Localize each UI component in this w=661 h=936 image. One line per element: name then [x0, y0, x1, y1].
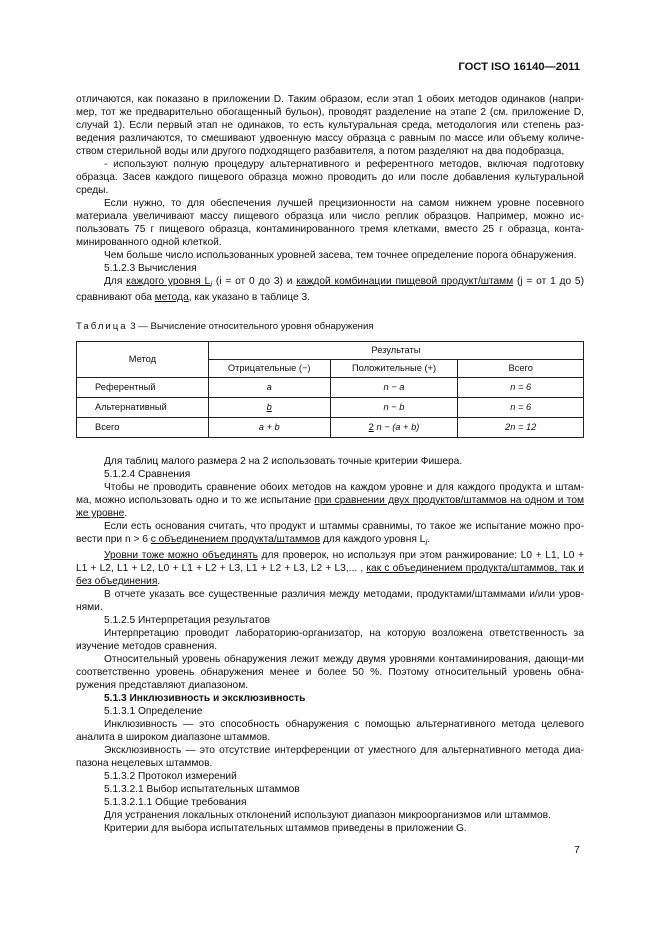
underlined-phrase: с объединением продукта/штаммов — [150, 534, 321, 546]
cell-negative: b — [208, 398, 330, 418]
paragraph: Инклюзивность — это способность обнаружения с помощью альтернативного метода целевого аналита в широком диапазоне штаммов. — [76, 719, 584, 744]
underlined-phrase: метода — [154, 292, 189, 304]
table-row — [77, 418, 584, 438]
paragraph: В отчете указать все существенные различия между методами, продуктами/штаммами и/или уров-нями. — [76, 589, 584, 614]
paragraph: Чтобы не проводить сравнение обоих методов на каждом уровне и для каждого продукта и штам-ма, можно использовать одно и то же испытание при сравнении двух продуктов/штаммов на одном и том же уровне. — [76, 482, 584, 520]
paragraph: Если нужно, то для обеспечения лучшей прецизионности на самом нижнем уровне посевного материала увеличивают массу пищевого образца или число реплик образцов. Например, можно ис-пользовать 75 г пищевого образца, контаминированного тремя клетками, вместо 25 г образца, конта-минированного одной клеткой. — [76, 198, 584, 248]
paragraph: Интерпретацию проводит лабораторию-организатор, на которую возложена ответственность за изучение методов сравнения. — [76, 628, 584, 653]
paragraph: Для таблиц малого размера 2 на 2 использовать точные критерии Фишера. — [104, 456, 463, 468]
paragraph: Уровни тоже можно объединять для проверок, но используя при этом ранжирование: L0 + L1, L0 + L1 + L2, L1 + L2, L0 + L1 + L2 + L3, L1 + L2 + L3, L2 + L3,... , как с объединением продукта/штаммов, так и без объединения. — [76, 550, 584, 588]
table-row — [77, 378, 584, 398]
underlined-phrase: каждого уровня $L_i$ — [126, 276, 213, 290]
cell-total: 2n = 12 — [458, 418, 584, 438]
cell-positive: n − b — [330, 398, 458, 418]
header-total: Всего — [458, 360, 584, 378]
section-heading-5-1-3: 5.1.3 Инклюзивность и эксклюзивность — [104, 693, 306, 705]
table-row — [77, 398, 584, 418]
header-negative: Отрицательные (−) — [208, 360, 330, 378]
header-positive: Положительные (+) — [330, 360, 458, 378]
section-heading-5-1-3-2: 5.1.3.2 Протокол измерений — [104, 771, 237, 783]
page-body — [76, 93, 584, 835]
underlined-phrase: каждой комбинации пищевой продукт/штамм — [296, 276, 514, 287]
cell-positive: n − a — [330, 378, 458, 398]
page-number: 7 — [574, 844, 580, 856]
section-heading-5-1-3-1: 5.1.3.1 Определение — [104, 706, 203, 718]
cell-positive: 2 n − (a + b) — [330, 418, 458, 438]
cell-method: Референтный — [77, 378, 209, 398]
cell-total: n = 6 — [458, 378, 584, 398]
section-heading-5-1-2-4: 5.1.2.4 Сравнения — [104, 469, 191, 481]
underlined-phrase: при сравнении двух продуктов/штаммов на одном и том же уровне — [76, 495, 584, 520]
section-heading-5-1-3-2-1: 5.1.3.2.1 Выбор испытательных штаммов — [104, 784, 300, 796]
paragraph: Эксклюзивность — это отсутствие интерференции от уместного для альтернативного метода диа-пазона нецелевых штаммов. — [76, 745, 584, 770]
underlined-phrase: как с объединением продукта/штаммов, так и без объединения — [76, 563, 584, 588]
paragraph: Критерии для выбора испытательных штаммов приведены в приложении G. — [104, 823, 467, 835]
cell-method: Всего — [77, 418, 209, 438]
paragraph: отличаются, как показано в приложении D. Таким образом, если этап 1 обоих методов одинаков (напри-мер, тот же предварительно обогащенный бульон), проводят разделение на этапе 2 (см. приложение D, случай 1). Если первый этап не одинаков, то есть культуральная среда, методология или степень раз-ведения различаются, то смешивают удвоенную массу образца с равным по массе или объему количе-ством стерильной воды или другого подходящего разбавителя, а потом разделяют на два подобразца, — [76, 94, 584, 157]
paragraph: Если есть основания считать, что продукт и штаммы сравнимы, то такое же испытание можно про-вести при n > 6 с объединением продукта/штаммов для каждого уровня $L_i$. — [76, 521, 584, 548]
cell-negative: a — [208, 378, 330, 398]
cell-negative: a + b — [208, 418, 330, 438]
document-code: ГОСТ ISO 16140—2011 — [458, 61, 580, 73]
section-heading-5-1-2-5: 5.1.2.5 Интерпретация результатов — [104, 615, 271, 627]
header-results: Результаты — [208, 342, 583, 360]
cell-total: n = 6 — [458, 398, 584, 418]
paragraph: Чем больше число использованных уровней засева, тем точнее определение порога обнаружения. — [104, 250, 577, 261]
section-heading-5-1-3-2-1-1: 5.1.3.2.1.1 Общие требования — [104, 797, 247, 809]
paragraph: Для устранения локальных отклонений используют диапазон микроорганизмов или штаммов. — [104, 810, 551, 822]
detection-level-table — [76, 341, 584, 438]
paragraph: - используют полную процедуру альтернативного и референтного методов, включая подготовку образца. Засев каждого пищевого образца можно проводить до или после добавления культуральной среды. — [76, 159, 584, 196]
underlined-phrase: Уровни тоже можно объединять — [104, 550, 258, 562]
paragraph: Относительный уровень обнаружения лежит между двумя уровнями контаминирования, дающи-ми соответственно уровень обнаружения менее и более 50 %. Поэтому относительный уровень обна-ружения представляют диапазоном. — [76, 654, 584, 692]
cell-method: Альтернативный — [77, 398, 209, 418]
section-heading-5-1-2-3: 5.1.2.3 Вычисления — [104, 263, 197, 274]
header-method: Метод — [77, 342, 209, 378]
paragraph-calculations: Для каждого уровня $L_i$ (i = от 0 до 3) и каждой комбинации пищевой продукт/штамм (j = от 1 до 5) сравнивают оба метода, как указано в таблице 3. — [76, 276, 584, 304]
table-caption: Таблица 3 — Вычисление относительного уровня обнаружения — [76, 321, 374, 333]
